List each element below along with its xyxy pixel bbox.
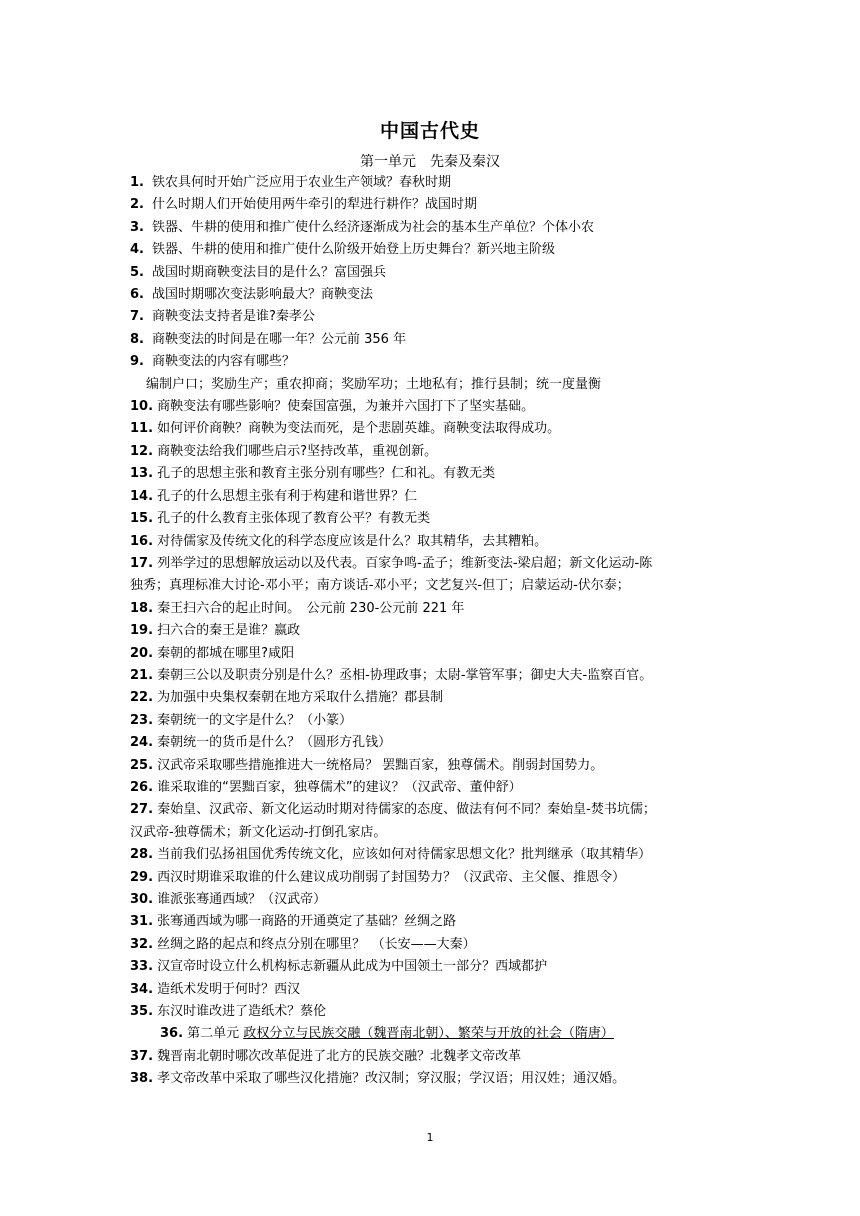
item-text: 商鞅变法的时间是在哪一年？公元前 356 年 xyxy=(152,331,407,347)
item-text: 西汉时期谁采取谁的什么建议成功削弱了封国势力？（汉武帝、主父偃、推恩令） xyxy=(157,869,626,885)
list-item xyxy=(130,418,740,440)
page-title: 中国古代史 xyxy=(379,120,480,142)
item-number: 27. xyxy=(130,802,154,818)
item-text: 汉武帝采取哪些措施推进大一统格局？ 罢黜百家，独尊儒术。削弱封国势力。 xyxy=(157,757,604,773)
list-item xyxy=(130,911,740,933)
item-number: 1. xyxy=(130,175,144,190)
item-text: 什么时期人们开始使用两牛牵引的犁进行耕作？战国时期 xyxy=(152,197,478,213)
item-number: 10. xyxy=(130,399,154,415)
item-text: 当前我们弘扬祖国优秀传统文化，应该如何对待儒家思想文化？批判继承（取其精华） xyxy=(157,847,652,863)
item-number: 25. xyxy=(130,757,154,773)
item-number: 17. xyxy=(130,555,154,571)
list-item xyxy=(130,531,740,553)
item-number: 29. xyxy=(130,869,154,885)
list-item-continuation xyxy=(130,575,740,597)
unit-title-underlined: 政权分立与民族交融（魏晋南北朝）、繁荣与开放的社会（隋唐） xyxy=(243,1026,614,1042)
list-item xyxy=(130,867,740,889)
item-text: 第二单元 xyxy=(187,1026,240,1042)
list-item xyxy=(130,777,740,799)
list-item xyxy=(130,284,740,306)
item-text: 谁采取谁的“罢黜百家，独尊儒术”的建议？（汉武帝、董仲舒） xyxy=(157,779,522,795)
list-item xyxy=(130,396,740,418)
item-text: 谁派张骞通西域？（汉武帝） xyxy=(157,892,327,907)
list-item xyxy=(130,665,740,687)
item-text: 秦朝统一的文字是什么？（小篆） xyxy=(157,712,353,728)
item-number: 8. xyxy=(130,331,144,347)
item-number: 13. xyxy=(130,466,154,482)
list-item xyxy=(130,486,740,508)
item-text: 为加强中央集权秦朝在地方采取什么措施？郡县制 xyxy=(157,690,444,706)
list-item-continuation xyxy=(130,822,740,844)
list-item xyxy=(130,1068,740,1090)
item-number: 31. xyxy=(130,914,154,930)
list-item xyxy=(130,934,740,956)
item-number: 28. xyxy=(130,847,154,863)
list-item xyxy=(130,329,740,351)
item-number: 16. xyxy=(130,533,154,549)
item-text: 铁器、牛耕的使用和推广使什么经济逐渐成为社会的基本生产单位？个体小农 xyxy=(152,219,595,235)
item-number: 18. xyxy=(130,600,154,616)
item-number: 14. xyxy=(130,488,154,504)
list-item xyxy=(130,598,740,620)
item-number: 35. xyxy=(130,1004,154,1020)
item-number: 26. xyxy=(130,779,154,795)
list-item xyxy=(130,351,740,373)
unit-heading-2 xyxy=(130,1023,740,1045)
item-number: 30. xyxy=(130,892,154,907)
item-text: 孝文帝改革中采取了哪些汉化措施？改汉制；穿汉服；学汉语；用汉姓；通汉婚。 xyxy=(157,1071,626,1087)
item-text: 秦朝统一的货币是什么？（圆形方孔钱） xyxy=(157,735,392,751)
list-item xyxy=(130,710,740,732)
item-text: 商鞅变法有哪些影响？使秦国富强，为兼并六国打下了坚实基础。 xyxy=(157,399,535,415)
item-number: 12. xyxy=(130,443,154,459)
item-text: 孔子的什么思想主张有利于构建和谐世界？仁 xyxy=(157,488,418,504)
item-text: 扫六合的秦王是谁？嬴政 xyxy=(157,623,301,639)
list-item xyxy=(130,217,740,239)
item-text: 孔子的什么教育主张体现了教育公平？有教无类 xyxy=(157,511,431,527)
item-text: 编制户口；奖励生产；重农抑商；奖励军功；土地私有；推行县制；统一度量衡 xyxy=(146,376,602,392)
item-number: 6. xyxy=(130,287,144,303)
item-number: 32. xyxy=(130,936,154,952)
list-item xyxy=(130,553,740,575)
list-item xyxy=(130,799,740,821)
list-item xyxy=(130,889,740,911)
list-item xyxy=(130,239,740,261)
list-item-continuation xyxy=(130,374,740,396)
item-number: 21. xyxy=(130,667,154,683)
page-number: 1 xyxy=(426,1131,434,1144)
item-number: 4. xyxy=(130,242,144,258)
list-item xyxy=(130,732,740,754)
item-number: 5. xyxy=(130,264,144,280)
item-text: 孔子的思想主张和教育主张分别有哪些？仁和礼。有教无类 xyxy=(157,466,496,482)
list-item xyxy=(130,956,740,978)
list-item xyxy=(130,643,740,665)
item-text: 汉宣帝时设立什么机构标志新疆从此成为中国领土一部分？西域都护 xyxy=(157,959,548,975)
item-number: 9. xyxy=(130,354,144,370)
item-text: 商鞅变法的内容有哪些？ xyxy=(152,354,296,370)
item-text: 如何评价商鞅？商鞅为变法而死，是个悲剧英雄。商鞅变法取得成功。 xyxy=(157,421,561,437)
list-item xyxy=(130,1001,740,1023)
item-number: 19. xyxy=(130,623,154,639)
item-text: 铁器、牛耕的使用和推广使什么阶级开始登上历史舞台？新兴地主阶级 xyxy=(152,242,556,258)
list-item xyxy=(130,620,740,642)
item-text: 造纸术发明于何时？西汉 xyxy=(157,981,301,997)
item-text: 铁农具何时开始广泛应用于农业生产领域？春秋时期 xyxy=(152,175,452,190)
item-text: 商鞅变法给我们哪些启示?坚持改革，重视创新。 xyxy=(157,443,438,459)
list-item xyxy=(130,262,740,284)
item-text: 东汉时谁改进了造纸术？蔡伦 xyxy=(157,1004,327,1020)
item-number: 22. xyxy=(130,690,154,706)
list-item xyxy=(130,463,740,485)
item-number: 3. xyxy=(130,219,144,235)
item-number: 38. xyxy=(130,1071,154,1087)
item-text: 对待儒家及传统文化的科学态度应该是什么？取其精华，去其糟粕。 xyxy=(157,533,548,549)
item-number: 2. xyxy=(130,197,144,213)
list-item xyxy=(130,508,740,530)
list-item xyxy=(130,755,740,777)
item-text: 秦始皇、汉武帝、新文化运动时期对待儒家的态度、做法有何不同？秦始皇-焚书坑儒； xyxy=(157,802,656,818)
item-text: 商鞅变法支持者是谁?秦孝公 xyxy=(152,309,315,325)
item-number: 23. xyxy=(130,712,154,728)
item-text: 秦王扫六合的起止时间。 公元前 230-公元前 221 年 xyxy=(157,600,465,616)
item-number: 20. xyxy=(130,645,154,661)
list-item xyxy=(130,687,740,709)
list-item xyxy=(130,172,740,194)
question-list xyxy=(130,172,740,1091)
list-item xyxy=(130,306,740,328)
item-text: 战国时期商鞅变法目的是什么？富国强兵 xyxy=(152,264,387,280)
item-text: 丝绸之路的起点和终点分别在哪里？ （长安——大秦） xyxy=(157,936,476,952)
item-text: 张骞通西域为哪一商路的开通奠定了基础？丝绸之路 xyxy=(157,914,457,930)
item-text: 列举学过的思想解放运动以及代表。百家争鸣-孟子；维新变法-梁启超；新文化运动-陈 xyxy=(157,555,653,571)
item-text: 战国时期哪次变法影响最大？商鞅变法 xyxy=(152,287,374,303)
item-text: 魏晋南北朝时哪次改革促进了北方的民族交融？北魏孝文帝改革 xyxy=(157,1048,522,1064)
unit-heading: 第一单元 先秦及秦汉 xyxy=(360,154,500,170)
list-item xyxy=(130,441,740,463)
item-number: 11. xyxy=(130,421,154,437)
item-text: 秦朝的都城在哪里?咸阳 xyxy=(157,645,295,661)
item-number: 33. xyxy=(130,959,154,975)
item-number: 37. xyxy=(130,1048,154,1064)
item-number: 15. xyxy=(130,511,154,527)
item-number: 36. xyxy=(160,1026,184,1042)
list-item xyxy=(130,1046,740,1068)
item-number: 34. xyxy=(130,981,154,997)
list-item xyxy=(130,844,740,866)
list-item xyxy=(130,194,740,216)
item-text: 独秀；真理标准大讨论-邓小平；南方谈话-邓小平；文艺复兴-但丁；启蒙运动-伏尔泰； xyxy=(130,578,630,594)
item-text: 汉武帝-独尊儒术；新文化运动-打倒孔家店。 xyxy=(130,824,387,840)
item-number: 24. xyxy=(130,735,154,751)
item-text: 秦朝三公以及职责分别是什么？丞相-协理政事；太尉-掌管军事；御史大夫-监察百官。 xyxy=(157,667,653,683)
item-number: 7. xyxy=(130,309,144,325)
list-item xyxy=(130,979,740,1001)
